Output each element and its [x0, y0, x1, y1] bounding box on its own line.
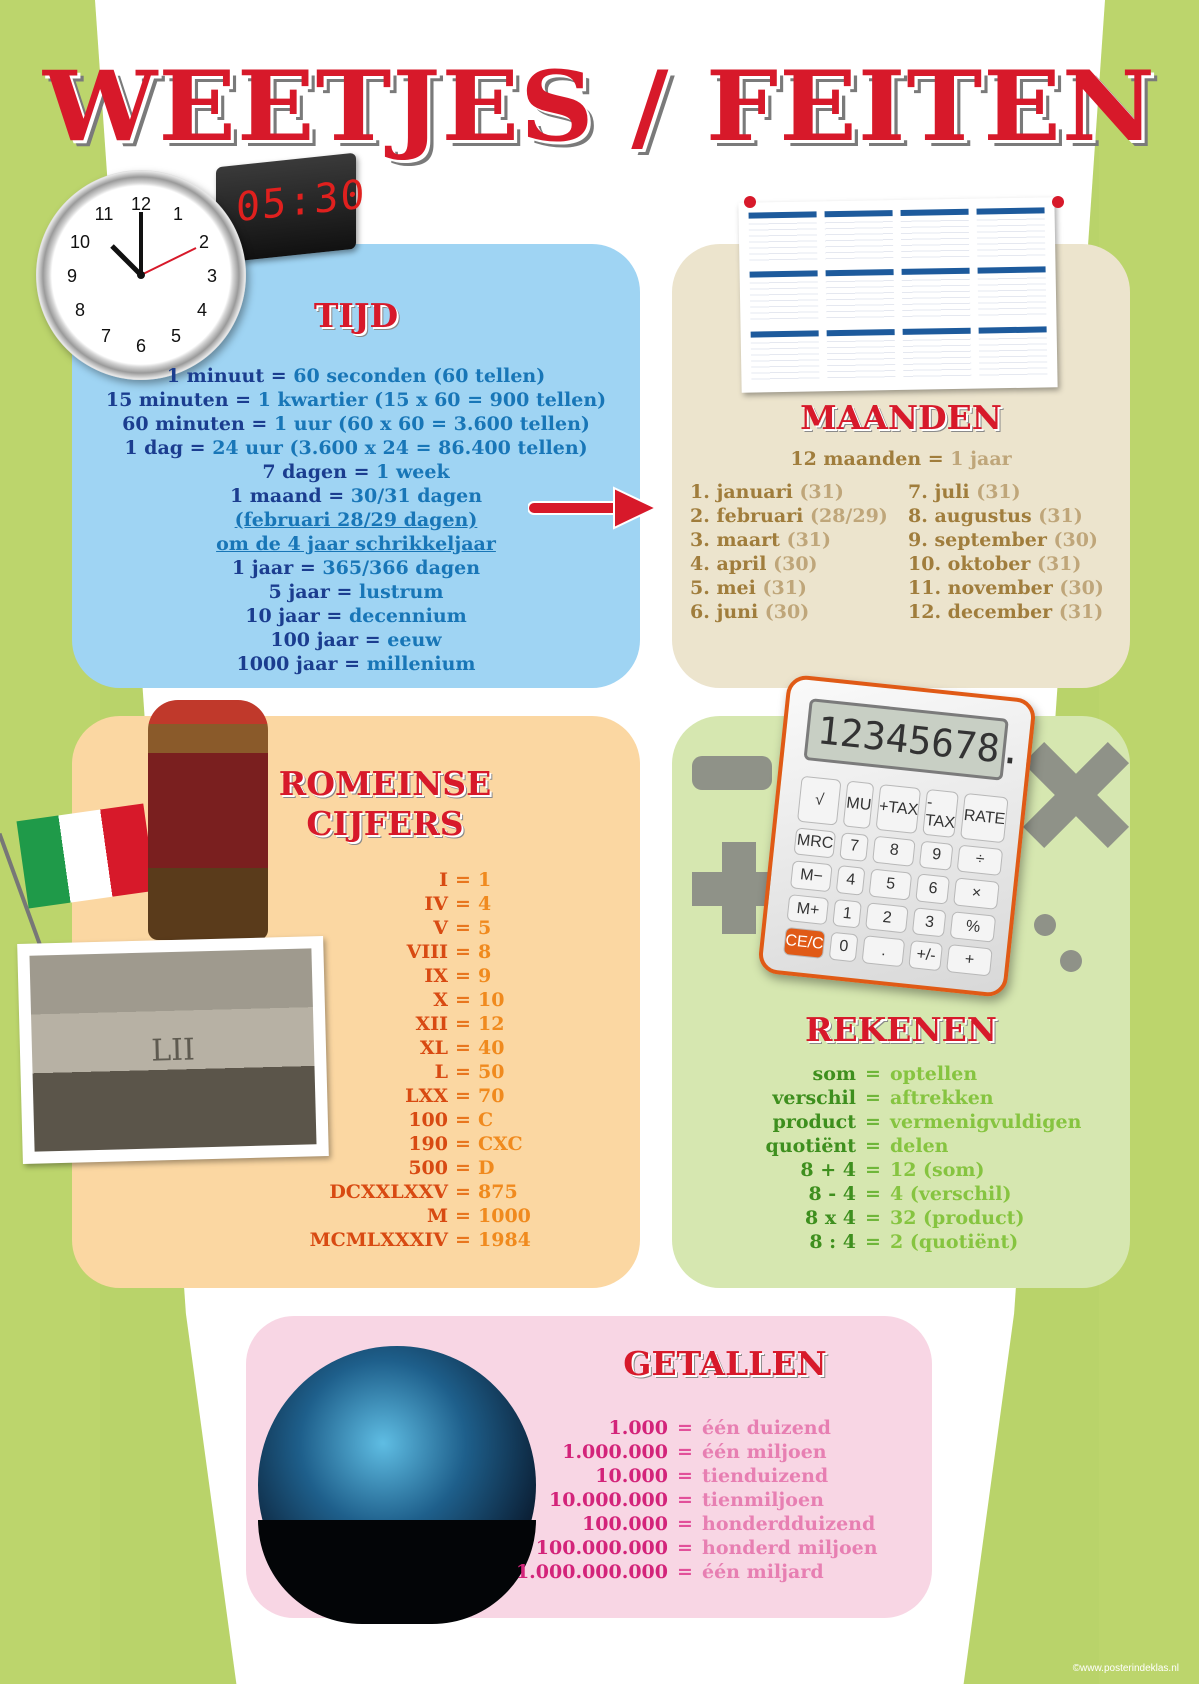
maand-item: 7. juli (31)	[908, 481, 1021, 503]
digital-clock-time: 05:30	[236, 171, 367, 232]
getallen-row	[438, 1488, 824, 1512]
romeinse-row-left: V	[433, 917, 448, 939]
tijd-line: 10 jaar = decennium	[245, 605, 467, 627]
romeinse-row-equals: =	[455, 989, 471, 1011]
romeinse-row-left: XII	[415, 1013, 448, 1035]
svg-text:5: 5	[170, 326, 182, 346]
getallen-row-right: één duizend	[702, 1417, 831, 1439]
tijd-line: 15 minuten = 1 kwartier (15 x 60 = 900 tellen)	[105, 389, 607, 411]
rekenen-row-left: 8 : 4	[809, 1231, 856, 1253]
svg-text:7: 7	[100, 326, 112, 346]
rekenen-row-right: 12 (som)	[890, 1159, 985, 1181]
getallen-row-right: één miljoen	[702, 1441, 827, 1463]
maand-item: 2. februari (28/29)	[690, 505, 888, 527]
rekenen-row-left: product	[772, 1111, 856, 1133]
tijd-line: om de 4 jaar schrikkeljaar	[216, 533, 496, 555]
getallen-row-left: 10.000.000	[549, 1489, 668, 1511]
romeinse-row-equals: =	[455, 917, 471, 939]
rekenen-row-equals: =	[865, 1183, 881, 1205]
romeinse-row-left: 100	[408, 1109, 448, 1131]
romeinse-row-equals: =	[455, 1133, 471, 1155]
romeinse-row-right: 1000	[478, 1205, 531, 1227]
rekenen-row	[686, 1062, 977, 1086]
rekenen-row-right: vermenigvuldigen	[890, 1111, 1082, 1133]
getallen-row	[438, 1560, 824, 1584]
svg-text:11: 11	[94, 204, 114, 224]
maand-item: 4. april (30)	[690, 553, 818, 575]
maand-item: 3. maart (31)	[690, 529, 832, 551]
rekenen-row-right: optellen	[890, 1063, 978, 1085]
tijd-line: 7 dagen = 1 week	[262, 461, 450, 483]
romeinse-row-right: 12	[478, 1013, 505, 1035]
calculator-image	[757, 674, 1037, 998]
wall-clock-image	[36, 170, 246, 380]
svg-text:6: 6	[135, 336, 147, 356]
romeinse-row-left: IX	[424, 965, 448, 987]
romeinse-row-right: 875	[478, 1181, 518, 1203]
romeinse-row	[248, 940, 491, 964]
romeinse-row-left: M	[426, 1205, 448, 1227]
getallen-row-right: tienmiljoen	[702, 1489, 824, 1511]
getallen-row-left: 100.000	[582, 1513, 668, 1535]
romeinse-row-equals: =	[455, 1205, 471, 1227]
romeinse-row-equals: =	[455, 1229, 471, 1251]
romeinse-row	[248, 1012, 504, 1036]
romeinse-row-equals: =	[455, 893, 471, 915]
romeinse-row-equals: =	[455, 965, 471, 987]
tijd-line: 1 maand = 30/31 dagen	[229, 485, 483, 507]
getallen-row-left: 1.000.000	[562, 1441, 668, 1463]
tijd-line: 100 jaar = eeuw	[270, 629, 442, 651]
maand-item: 11. november (30)	[908, 577, 1104, 599]
getallen-row-left: 100.000.000	[535, 1537, 668, 1559]
getallen-row-left: 1.000.000.000	[515, 1561, 668, 1583]
romeinse-row-right: 8	[478, 941, 492, 963]
getallen-row-equals: =	[677, 1513, 693, 1535]
romeinse-row	[248, 1084, 504, 1108]
rekenen-row	[686, 1206, 1024, 1230]
romeinse-row-left: VIII	[406, 941, 448, 963]
divide-dot-icon	[1034, 914, 1056, 936]
romeinse-row	[248, 1036, 504, 1060]
divide-dot-icon	[1060, 950, 1082, 972]
maand-item: 12. december (31)	[908, 601, 1104, 623]
tijd-line: 1000 jaar = millenium	[236, 653, 476, 675]
svg-text:4: 4	[196, 300, 208, 320]
tijd-line: 1 jaar = 365/366 dagen	[231, 557, 481, 579]
rekenen-row-equals: =	[865, 1063, 881, 1085]
getallen-heading: GETALLEN	[623, 1344, 827, 1383]
romeinse-row	[248, 868, 491, 892]
getallen-row-equals: =	[677, 1561, 693, 1583]
getallen-row-left: 1.000	[608, 1417, 668, 1439]
maand-item: 9. september (30)	[908, 529, 1098, 551]
rekenen-row-equals: =	[865, 1111, 881, 1133]
rekenen-row-right: 4 (verschil)	[890, 1183, 1012, 1205]
rekenen-row-left: 8 + 4	[800, 1159, 856, 1181]
getallen-row-equals: =	[677, 1441, 693, 1463]
rekenen-row-right: delen	[890, 1135, 949, 1157]
romeinse-row-left: 190	[408, 1133, 448, 1155]
rekenen-row-equals: =	[865, 1231, 881, 1253]
maanden-column-1	[690, 480, 888, 624]
pin-icon	[744, 196, 756, 208]
tijd-line: 1 dag = 24 uur (3.600 x 24 = 86.400 tellen)	[124, 437, 588, 459]
roman-arch-photo: LII	[17, 936, 329, 1164]
romeinse-row-right: CXC	[478, 1133, 523, 1155]
plus-icon	[722, 842, 756, 934]
getallen-row	[438, 1416, 831, 1440]
tijd-heading: TIJD	[313, 296, 399, 335]
romeinse-row-right: 5	[478, 917, 492, 939]
romeinse-row-equals: =	[455, 1157, 471, 1179]
rekenen-heading: REKENEN	[805, 1010, 997, 1049]
rekenen-row-equals: =	[865, 1159, 881, 1181]
rekenen-row	[686, 1158, 985, 1182]
tijd-line: 5 jaar = lustrum	[268, 581, 444, 603]
getallen-row-equals: =	[677, 1465, 693, 1487]
romeinse-row	[248, 1180, 518, 1204]
romeinse-row	[248, 916, 491, 940]
svg-text:10: 10	[69, 232, 91, 252]
romeinse-row-left: DCXXLXXV	[329, 1181, 448, 1203]
romeinse-row-equals: =	[455, 1181, 471, 1203]
rekenen-row-equals: =	[865, 1135, 881, 1157]
romeinse-heading: ROMEINSE CIJFERS	[278, 764, 492, 843]
romeinse-row	[248, 1132, 523, 1156]
page-title: WEETJES / FEITEN	[42, 50, 1157, 163]
minus-icon	[692, 756, 772, 790]
getallen-row-equals: =	[677, 1417, 693, 1439]
romeinse-row-equals: =	[455, 1085, 471, 1107]
rekenen-row	[686, 1182, 1011, 1206]
maand-item: 10. oktober (31)	[908, 553, 1082, 575]
rekenen-row-right: aftrekken	[890, 1087, 994, 1109]
romeinse-row	[248, 1108, 493, 1132]
romeinse-row-right: 50	[478, 1061, 505, 1083]
maanden-intro: 12 maanden = 1 jaar	[790, 448, 1012, 470]
romeinse-row-left: MCMLXXXIV	[309, 1229, 448, 1251]
svg-text:8: 8	[74, 300, 86, 320]
rekenen-row-left: som	[812, 1063, 856, 1085]
tijd-line: 60 minuten = 1 uur (60 x 60 = 3.600 tellen)	[122, 413, 590, 435]
rekenen-row	[686, 1110, 1081, 1134]
rekenen-row	[686, 1086, 994, 1110]
getallen-row	[438, 1536, 878, 1560]
romeinse-row	[248, 892, 491, 916]
tijd-line: (februari 28/29 dagen)	[234, 509, 478, 531]
svg-text:12: 12	[130, 194, 152, 214]
svg-text:1: 1	[172, 204, 184, 224]
svg-text:2: 2	[198, 232, 210, 252]
getallen-row-right: tienduizend	[702, 1465, 829, 1487]
getallen-row-right: honderdduizend	[702, 1513, 876, 1535]
calculator-keys: √ MU +TAX -TAX RATE MRC 7 8 9 ÷ M− 4 5 6 × M+ 1 2 3 % CE/C 0 . +/- +	[783, 776, 1007, 977]
getallen-row-right: honderd miljoen	[702, 1537, 878, 1559]
romeinse-row-right: 10	[478, 989, 505, 1011]
clock-face-icon	[36, 170, 246, 380]
getallen-row-left: 10.000	[595, 1465, 668, 1487]
rekenen-row-left: quotiënt	[765, 1135, 856, 1157]
romeinse-row	[248, 988, 504, 1012]
maanden-column-2	[908, 480, 1104, 624]
maand-item: 5. mei (31)	[690, 577, 807, 599]
romeinse-row-left: L	[434, 1061, 448, 1083]
italian-flag-image	[16, 804, 155, 909]
maand-item: 1. januari (31)	[690, 481, 844, 503]
calculator-display: 12345678.	[803, 698, 1008, 781]
romeinse-row-equals: =	[455, 1013, 471, 1035]
getallen-row-right: één miljard	[702, 1561, 824, 1583]
romeinse-row-left: IV	[424, 893, 448, 915]
romeinse-row	[248, 964, 491, 988]
rekenen-row-equals: =	[865, 1207, 881, 1229]
rekenen-row-left: 8 - 4	[808, 1183, 856, 1205]
romeinse-row-equals: =	[455, 1037, 471, 1059]
maand-item: 6. juni (30)	[690, 601, 810, 623]
romeinse-row-right: D	[478, 1157, 495, 1179]
footer-copyright: ©www.posterindeklas.nl	[1072, 1663, 1179, 1674]
romeinse-row-equals: =	[455, 1061, 471, 1083]
rekenen-row-right: 32 (product)	[890, 1207, 1025, 1229]
romeinse-row-equals: =	[455, 869, 471, 891]
arrow-right-icon	[528, 486, 658, 530]
romeinse-row-right: 4	[478, 893, 492, 915]
romeinse-row-right: 1	[478, 869, 492, 891]
romeinse-row-right: C	[478, 1109, 494, 1131]
getallen-row	[438, 1512, 875, 1536]
svg-text:9: 9	[66, 266, 78, 286]
romeinse-row-right: 1984	[478, 1229, 531, 1251]
rekenen-row	[686, 1134, 949, 1158]
romeinse-row	[248, 1156, 494, 1180]
romeinse-row-left: X	[433, 989, 448, 1011]
rekenen-row	[686, 1230, 1018, 1254]
tijd-line: 1 minuut = 60 seconden (60 tellen)	[166, 365, 546, 387]
romeinse-row-left: 500	[408, 1157, 448, 1179]
romeinse-row	[248, 1204, 531, 1228]
romeinse-row-equals: =	[455, 1109, 471, 1131]
romeinse-row	[248, 1228, 531, 1252]
maanden-heading: MAANDEN	[800, 398, 1002, 437]
rekenen-row-left: 8 x 4	[805, 1207, 856, 1229]
romeinse-row-left: XL	[419, 1037, 448, 1059]
romeinse-row-right: 9	[478, 965, 492, 987]
svg-text:3: 3	[206, 266, 218, 286]
rekenen-row-left: verschil	[772, 1087, 856, 1109]
romeinse-row-left: LXX	[405, 1085, 448, 1107]
calendar-image	[738, 197, 1057, 392]
rekenen-row-right: 2 (quotiënt)	[890, 1231, 1019, 1253]
romeinse-row	[248, 1060, 504, 1084]
getallen-row-equals: =	[677, 1537, 693, 1559]
rekenen-row-equals: =	[865, 1087, 881, 1109]
maand-item: 8. augustus (31)	[908, 505, 1083, 527]
romeinse-row-equals: =	[455, 941, 471, 963]
romeinse-row-right: 40	[478, 1037, 505, 1059]
romeinse-row-left: I	[439, 869, 448, 891]
getallen-row	[438, 1464, 828, 1488]
pin-icon	[1052, 196, 1064, 208]
getallen-row-equals: =	[677, 1489, 693, 1511]
romeinse-row-right: 70	[478, 1085, 505, 1107]
getallen-row	[438, 1440, 827, 1464]
